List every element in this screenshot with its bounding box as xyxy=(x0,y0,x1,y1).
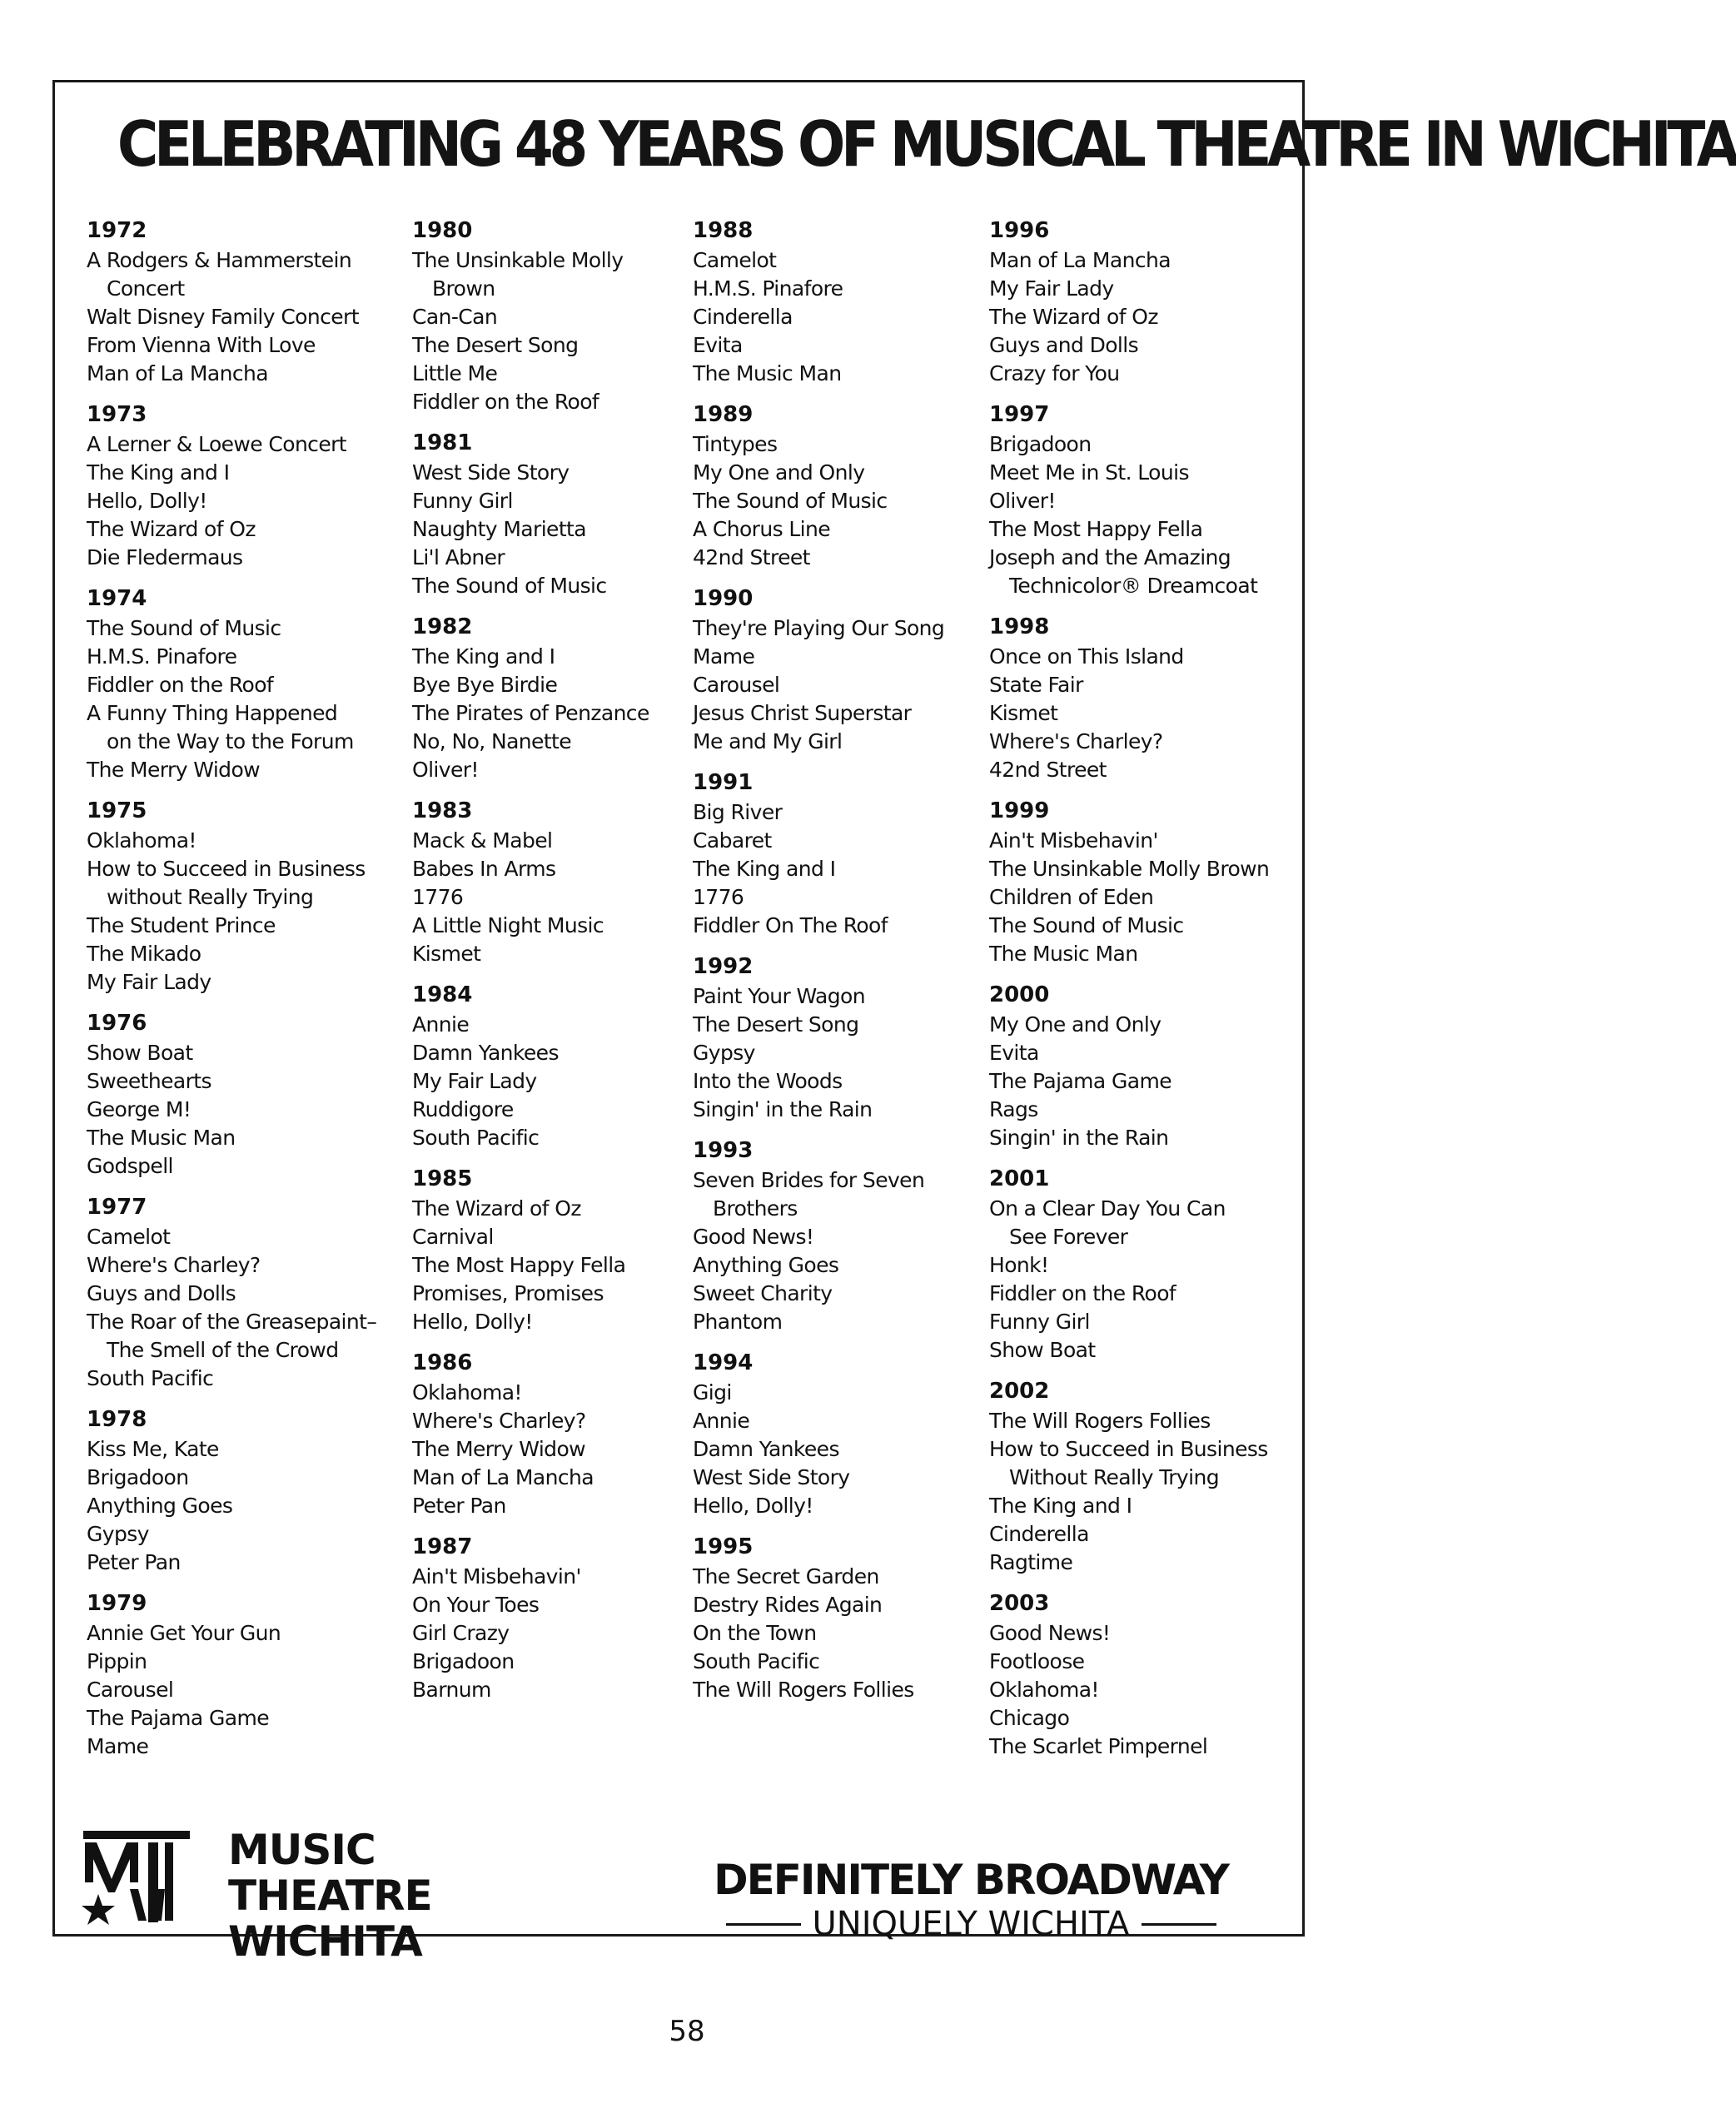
show-title: Peter Pan xyxy=(87,1550,181,1574)
show-title: Into the Woods xyxy=(693,1069,843,1093)
dash-right xyxy=(1142,1923,1216,1926)
show-title: The Unsinkable Molly Brown xyxy=(989,857,1270,881)
show-title: Cinderella xyxy=(989,1522,1089,1546)
show-title: Singin' in the Rain xyxy=(989,1126,1169,1150)
show-title: Sweet Charity xyxy=(693,1281,833,1305)
show-title: Joseph and the Amazing xyxy=(989,545,1231,569)
season-year: 1996 xyxy=(989,218,1050,243)
tagline-line-2-wrap xyxy=(667,1904,1275,1944)
season-1986 xyxy=(412,1348,699,1520)
show-title: The Merry Widow xyxy=(87,758,260,782)
season-year: 1999 xyxy=(989,798,1050,823)
season-1977 xyxy=(87,1192,377,1393)
show-title: 1776 xyxy=(693,885,744,909)
season-1996 xyxy=(989,216,1276,388)
season-year: 1987 xyxy=(412,1534,473,1559)
season-1997 xyxy=(989,400,1276,600)
season-1974 xyxy=(87,584,374,784)
show-title: Chicago xyxy=(989,1706,1070,1730)
season-1972 xyxy=(87,216,374,388)
show-title-continued: See Forever xyxy=(1009,1225,1128,1249)
show-title: Tintypes xyxy=(693,432,778,456)
show-title: Good News! xyxy=(693,1225,814,1249)
season-1999 xyxy=(989,796,1276,968)
show-title: The Desert Song xyxy=(693,1012,859,1037)
season-year: 1977 xyxy=(87,1195,147,1220)
page-frame xyxy=(52,80,1736,1966)
season-year: 1973 xyxy=(87,402,147,427)
page-title: CELEBRATING 48 YEARS OF MUSICAL THEATRE IN WICHITA xyxy=(117,107,1736,181)
show-title: Gypsy xyxy=(87,1522,149,1546)
show-title: The Secret Garden xyxy=(693,1564,879,1589)
show-title: The Will Rogers Follies xyxy=(989,1409,1211,1433)
show-title: Fiddler On The Roof xyxy=(693,913,888,937)
season-1988 xyxy=(693,216,980,388)
show-title: Carousel xyxy=(87,1678,174,1702)
show-title: The Most Happy Fella xyxy=(989,517,1203,541)
show-title: Destry Rides Again xyxy=(693,1593,883,1617)
show-title: Kismet xyxy=(412,942,481,966)
show-title: A Lerner & Loewe Concert xyxy=(87,432,346,456)
show-title: Cinderella xyxy=(693,305,793,329)
show-title: Ain't Misbehavin' xyxy=(412,1564,581,1589)
show-title: Annie xyxy=(693,1409,750,1433)
logo-wordmark xyxy=(228,1827,432,1965)
show-title: Brigadoon xyxy=(989,432,1092,456)
dash-left xyxy=(726,1923,801,1926)
season-1978 xyxy=(87,1405,374,1577)
show-title: Children of Eden xyxy=(989,885,1154,909)
show-title: The King and I xyxy=(412,644,555,669)
show-title: Where's Charley? xyxy=(412,1409,586,1433)
show-title: The Unsinkable Molly xyxy=(412,248,624,272)
show-title: Gigi xyxy=(693,1380,732,1405)
season-year: 1980 xyxy=(412,218,473,243)
show-title: My One and Only xyxy=(989,1012,1161,1037)
season-1982 xyxy=(412,612,699,784)
show-title: The King and I xyxy=(87,460,230,485)
season-year: 1989 xyxy=(693,402,754,427)
show-title: Singin' in the Rain xyxy=(693,1097,873,1121)
season-columns xyxy=(55,216,1302,1831)
season-year: 1974 xyxy=(87,586,147,611)
show-title: The Sound of Music xyxy=(412,574,607,598)
show-title: The Wizard of Oz xyxy=(989,305,1158,329)
show-title: A Funny Thing Happened xyxy=(87,701,338,725)
show-title-continued: Brothers xyxy=(713,1196,798,1221)
show-title: Annie Get Your Gun xyxy=(87,1621,281,1645)
show-title: The Music Man xyxy=(87,1126,236,1150)
show-title: Die Fledermaus xyxy=(87,545,243,569)
show-title: Ruddigore xyxy=(412,1097,514,1121)
season-2003 xyxy=(989,1589,1276,1761)
show-title: Mack & Mabel xyxy=(412,828,553,853)
show-title: Carousel xyxy=(693,673,780,697)
show-title: South Pacific xyxy=(412,1126,540,1150)
season-1983 xyxy=(412,796,699,968)
show-title: The Music Man xyxy=(693,361,842,385)
season-1973 xyxy=(87,400,374,572)
show-title: Oliver! xyxy=(412,758,479,782)
show-title: Damn Yankees xyxy=(693,1437,839,1461)
show-title: The Sound of Music xyxy=(87,616,281,640)
show-title: The Scarlet Pimpernel xyxy=(989,1734,1208,1758)
season-year: 1991 xyxy=(693,770,754,795)
show-title: Godspell xyxy=(87,1154,173,1178)
season-year: 2003 xyxy=(989,1591,1050,1616)
show-title: Naughty Marietta xyxy=(412,517,586,541)
show-title: Where's Charley? xyxy=(87,1253,261,1277)
show-title: Good News! xyxy=(989,1621,1111,1645)
show-title: Hello, Dolly! xyxy=(412,1310,533,1334)
show-title: The Roar of the Greasepaint– xyxy=(87,1310,377,1334)
show-title: Guys and Dolls xyxy=(87,1281,236,1305)
column-1980-1987 xyxy=(412,216,699,1716)
logo-line-wichita: WICHITA xyxy=(228,1917,422,1966)
show-title: Funny Girl xyxy=(989,1310,1090,1334)
season-year: 1976 xyxy=(87,1011,147,1036)
show-title: The Wizard of Oz xyxy=(412,1196,581,1221)
show-title: The Merry Widow xyxy=(412,1437,585,1461)
show-title: Ain't Misbehavin' xyxy=(989,828,1158,853)
tagline-line-1: DEFINITELY BROADWAY xyxy=(714,1856,1228,1904)
show-title: Fiddler on the Roof xyxy=(412,390,599,414)
season-1993 xyxy=(693,1136,980,1336)
show-title: Mame xyxy=(693,644,755,669)
show-title: Oklahoma! xyxy=(989,1678,1099,1702)
show-title: The Pajama Game xyxy=(87,1706,270,1730)
column-1988-1995 xyxy=(693,216,980,1716)
show-title: How to Succeed in Business xyxy=(87,857,366,881)
show-title: West Side Story xyxy=(412,460,570,485)
show-title: Oklahoma! xyxy=(87,828,196,853)
show-title: My Fair Lady xyxy=(412,1069,537,1093)
show-title: Show Boat xyxy=(989,1338,1096,1362)
show-title: Sweethearts xyxy=(87,1069,211,1093)
season-year: 1982 xyxy=(412,614,473,639)
show-title: The Sound of Music xyxy=(989,913,1184,937)
show-title: A Rodgers & Hammerstein xyxy=(87,248,352,272)
show-title: My One and Only xyxy=(693,460,865,485)
show-title: The Sound of Music xyxy=(693,489,888,513)
show-title-continued: Technicolor® Dreamcoat xyxy=(1009,574,1258,598)
season-1981 xyxy=(412,428,699,600)
show-title: Once on This Island xyxy=(989,644,1184,669)
season-1979 xyxy=(87,1589,374,1761)
show-title: H.M.S. Pinafore xyxy=(693,276,843,301)
show-title: On a Clear Day You Can xyxy=(989,1196,1226,1221)
show-title: Girl Crazy xyxy=(412,1621,510,1645)
show-title: Fiddler on the Roof xyxy=(87,673,274,697)
show-title: Cabaret xyxy=(693,828,772,853)
show-title: Man of La Mancha xyxy=(412,1465,594,1489)
show-title: 1776 xyxy=(412,885,464,909)
show-title: A Chorus Line xyxy=(693,517,831,541)
show-title: Barnum xyxy=(412,1678,491,1702)
show-title: My Fair Lady xyxy=(989,276,1114,301)
column-1996-2003 xyxy=(989,216,1276,1772)
season-year: 1979 xyxy=(87,1591,147,1616)
show-title: The Student Prince xyxy=(87,913,276,937)
show-title: The King and I xyxy=(989,1494,1132,1518)
column-1972-1979 xyxy=(87,216,377,1772)
show-title: Funny Girl xyxy=(412,489,513,513)
show-title: Brigadoon xyxy=(412,1649,515,1673)
show-title: Footloose xyxy=(989,1649,1085,1673)
show-title: South Pacific xyxy=(693,1649,820,1673)
show-title: Seven Brides for Seven xyxy=(693,1168,925,1192)
season-1995 xyxy=(693,1532,980,1704)
show-title: The Will Rogers Follies xyxy=(693,1678,914,1702)
show-title: 42nd Street xyxy=(989,758,1107,782)
show-title: Walt Disney Family Concert xyxy=(87,305,359,329)
show-title: Anything Goes xyxy=(693,1253,839,1277)
show-title: Kismet xyxy=(989,701,1058,725)
season-1984 xyxy=(412,980,699,1152)
show-title: How to Succeed in Business xyxy=(989,1437,1268,1461)
season-year: 2000 xyxy=(989,982,1050,1007)
show-title: Meet Me in St. Louis xyxy=(989,460,1189,485)
show-title: Gypsy xyxy=(693,1041,755,1065)
show-title: Can-Can xyxy=(412,305,498,329)
show-title: Camelot xyxy=(693,248,777,272)
show-title: Carnival xyxy=(412,1225,494,1249)
show-title: Babes In Arms xyxy=(412,857,556,881)
season-1976 xyxy=(87,1008,374,1181)
logo-line-music: MUSIC xyxy=(228,1826,376,1874)
show-title: Camelot xyxy=(87,1225,171,1249)
music-theatre-wichita-logo xyxy=(78,1826,478,1966)
show-title: They're Playing Our Song xyxy=(693,616,945,640)
season-year: 1997 xyxy=(989,402,1050,427)
show-title: No, No, Nanette xyxy=(412,729,572,753)
show-title: On the Town xyxy=(693,1621,817,1645)
show-title: Where's Charley? xyxy=(989,729,1163,753)
show-title: Fiddler on the Roof xyxy=(989,1281,1176,1305)
show-title: Guys and Dolls xyxy=(989,333,1139,357)
show-title: H.M.S. Pinafore xyxy=(87,644,237,669)
show-title: Ragtime xyxy=(989,1550,1073,1574)
season-year: 1981 xyxy=(412,430,473,455)
tagline-line-2: UNIQUELY WICHITA xyxy=(812,1905,1130,1943)
season-1985 xyxy=(412,1164,699,1336)
show-title: A Little Night Music xyxy=(412,913,604,937)
season-1975 xyxy=(87,796,374,997)
show-title: Promises, Promises xyxy=(412,1281,604,1305)
season-2002 xyxy=(989,1376,1276,1577)
show-title: Honk! xyxy=(989,1253,1049,1277)
season-2000 xyxy=(989,980,1276,1152)
show-title: West Side Story xyxy=(693,1465,850,1489)
show-title: Bye Bye Birdie xyxy=(412,673,558,697)
show-title: The Music Man xyxy=(989,942,1138,966)
season-1992 xyxy=(693,952,980,1124)
season-1990 xyxy=(693,584,980,756)
season-year: 1972 xyxy=(87,218,147,243)
season-1991 xyxy=(693,768,980,940)
season-year: 1985 xyxy=(412,1166,473,1191)
season-year: 1983 xyxy=(412,798,473,823)
show-title: Evita xyxy=(989,1041,1039,1065)
show-title: Oliver! xyxy=(989,489,1056,513)
show-title: Anything Goes xyxy=(87,1494,233,1518)
season-1994 xyxy=(693,1348,980,1520)
show-title: The King and I xyxy=(693,857,836,881)
show-title: Kiss Me, Kate xyxy=(87,1437,219,1461)
show-title: The Most Happy Fella xyxy=(412,1253,626,1277)
show-title: The Pajama Game xyxy=(989,1069,1172,1093)
show-title: Phantom xyxy=(693,1310,783,1334)
show-title-continued: The Smell of the Crowd xyxy=(107,1338,339,1362)
show-title-continued: Brown xyxy=(432,276,495,301)
show-title: Brigadoon xyxy=(87,1465,189,1489)
show-title: The Desert Song xyxy=(412,333,579,357)
season-year: 2002 xyxy=(989,1379,1050,1404)
show-title: My Fair Lady xyxy=(87,970,211,994)
logo-line-theatre: THEATRE xyxy=(228,1872,432,1920)
season-year: 1998 xyxy=(989,614,1050,639)
show-title: George M! xyxy=(87,1097,192,1121)
show-title: The Wizard of Oz xyxy=(87,517,256,541)
season-year: 1975 xyxy=(87,798,147,823)
season-1998 xyxy=(989,612,1276,784)
season-1980 xyxy=(412,216,699,416)
season-year: 1986 xyxy=(412,1350,473,1375)
show-title: Little Me xyxy=(412,361,498,385)
season-year: 1995 xyxy=(693,1534,754,1559)
show-title: Show Boat xyxy=(87,1041,193,1065)
show-title: State Fair xyxy=(989,673,1083,697)
show-title: Rags xyxy=(989,1097,1038,1121)
show-title: The Pirates of Penzance xyxy=(412,701,649,725)
show-title: On Your Toes xyxy=(412,1593,540,1617)
show-title: Annie xyxy=(412,1012,470,1037)
show-title: Oklahoma! xyxy=(412,1380,522,1405)
season-year: 2001 xyxy=(989,1166,1050,1191)
show-title: Paint Your Wagon xyxy=(693,984,865,1008)
season-year: 1993 xyxy=(693,1138,754,1163)
mtw-logo-mark xyxy=(78,1827,195,1927)
season-year: 1978 xyxy=(87,1407,147,1432)
show-title: Evita xyxy=(693,333,743,357)
show-title: Hello, Dolly! xyxy=(87,489,207,513)
show-title: Hello, Dolly! xyxy=(693,1494,813,1518)
show-title-continued: Concert xyxy=(107,276,185,301)
tagline xyxy=(667,1856,1275,1944)
show-title: Man of La Mancha xyxy=(87,361,268,385)
show-title: Damn Yankees xyxy=(412,1041,559,1065)
show-title: Big River xyxy=(693,800,783,824)
season-year: 1994 xyxy=(693,1350,754,1375)
show-title-continued: without Really Trying xyxy=(107,885,314,909)
season-year: 1992 xyxy=(693,954,754,979)
show-title: Crazy for You xyxy=(989,361,1120,385)
show-title: Peter Pan xyxy=(412,1494,506,1518)
season-1987 xyxy=(412,1532,699,1704)
show-title: Jesus Christ Superstar xyxy=(693,701,912,725)
show-title: Man of La Mancha xyxy=(989,248,1171,272)
show-title: The Mikado xyxy=(87,942,201,966)
show-title-continued: Without Really Trying xyxy=(1009,1465,1219,1489)
show-title: Pippin xyxy=(87,1649,147,1673)
season-1989 xyxy=(693,400,980,572)
season-2001 xyxy=(989,1164,1276,1365)
page-number: 58 xyxy=(669,2015,705,2048)
show-title: From Vienna With Love xyxy=(87,333,316,357)
show-title: 42nd Street xyxy=(693,545,810,569)
show-title: Li'l Abner xyxy=(412,545,505,569)
show-title-continued: on the Way to the Forum xyxy=(107,729,354,753)
show-title: Me and My Girl xyxy=(693,729,843,753)
season-year: 1990 xyxy=(693,586,754,611)
show-title: Mame xyxy=(87,1734,149,1758)
season-year: 1988 xyxy=(693,218,754,243)
show-title: South Pacific xyxy=(87,1366,214,1390)
season-year: 1984 xyxy=(412,982,473,1007)
